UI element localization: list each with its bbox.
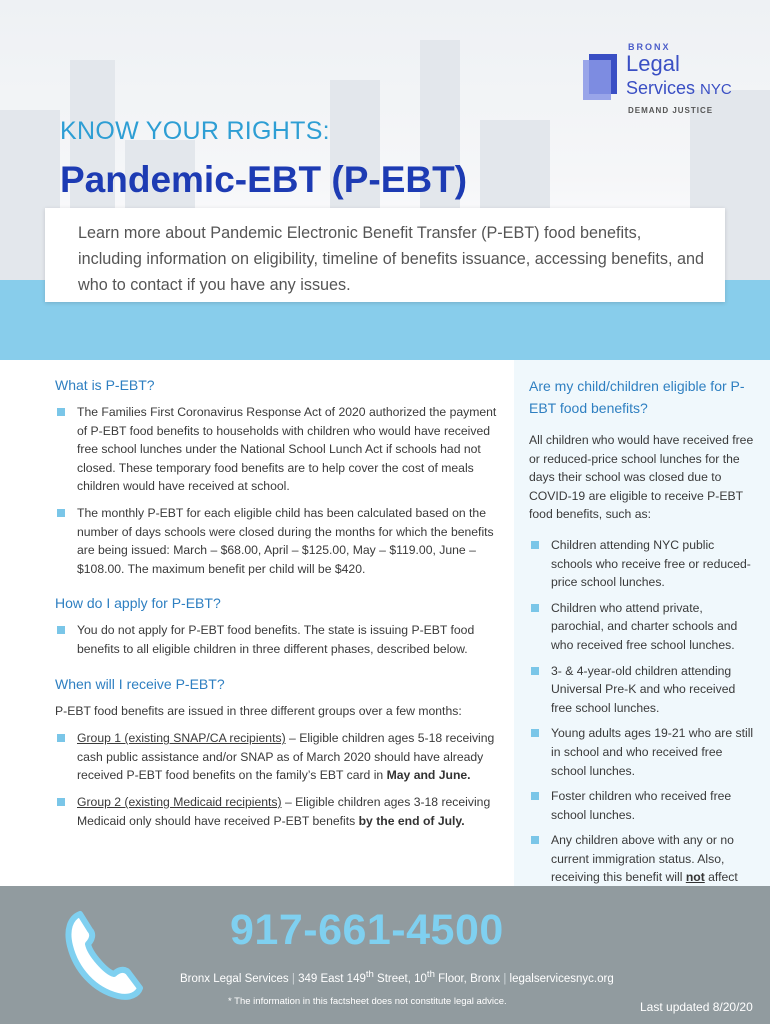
list-item: Children attending NYC public schools who receive free or reduced-price school lunches. — [529, 536, 756, 592]
eligible-intro: All children who would have received free or reduced-price school lunches for the days their school was closed due to COVID-19 are eligible to receive P-EBT food benefits, such as: — [529, 433, 754, 522]
intro-text: Learn more about Pandemic Electronic Benefit Transfer (P-EBT) food benefits, including information on eligibility, timeline of benefits issuance, accessing benefits, and who to contact if you have any issues. — [78, 224, 704, 294]
bullet-square-icon — [531, 541, 539, 549]
page-title: Pandemic-EBT (P-EBT) — [60, 159, 468, 200]
bullet-square-icon — [57, 509, 65, 517]
bullet-square-icon — [57, 408, 65, 416]
list-item: Any children above with any or no current immigration status. Also, receiving this benefit will not affect — [529, 831, 756, 924]
list-item: The monthly P-EBT for each eligible child has been calculated based on the number of days schools were closed during the months for which the benefits are being issued: March – $68.00, April – $125.00, May – $119.00, June – $108.00. The maximum benefit per child will be $420. — [55, 504, 505, 578]
bullet-square-icon — [531, 836, 539, 844]
contact-footer — [0, 886, 770, 1024]
list-item: You do not apply for P-EBT food benefits. The state is issuing P-EBT food benefits to all eligible children in three different phases, described below. — [55, 621, 505, 658]
list-item: Children who attend private, parochial, and charter schools and who received free school lunches. — [529, 599, 756, 655]
logo-legal: Legal — [626, 51, 680, 76]
bullet-square-icon — [57, 798, 65, 806]
logo-tagline: DEMAND JUSTICE — [628, 106, 714, 115]
website-link[interactable]: legalservicesnyc.org — [509, 972, 614, 985]
page-kicker: KNOW YOUR RIGHTS: — [60, 117, 330, 145]
group2-label: Group 2 (existing Medicaid recipients) — [77, 794, 282, 809]
list-item: Group 1 (existing SNAP/CA recipients) – Eligible children ages 5-18 receiving cash public assistance and/or SNAP as of March 2020 should have already received P-EBT food benefits on the family’s EBT card in May and June. — [55, 729, 505, 785]
what-heading: What is P-EBT? — [55, 377, 155, 393]
eligibility-sidebar — [514, 360, 770, 886]
list-item: 3- & 4-year-old children attending Universal Pre-K and who received free school lunches. — [529, 662, 756, 718]
apply-heading: How do I apply for P-EBT? — [55, 595, 221, 612]
intro-card — [45, 208, 725, 302]
bullet-square-icon — [57, 734, 65, 742]
address-line: Bronx Legal Services | 349 East 149th Street, 10th Floor, Bronx | legalservicesnyc.org — [180, 969, 614, 985]
phone-icon — [56, 902, 156, 1002]
left-column — [55, 377, 505, 838]
group1-label: Group 1 (existing SNAP/CA recipients) — [77, 731, 286, 746]
eligible-heading: Are my child/children eligible for P-EBT food benefits? — [529, 378, 745, 416]
when-intro: P-EBT food benefits are issued in three different groups over a few months: — [55, 703, 462, 718]
phone-number[interactable]: 917-661-4500 — [230, 906, 504, 954]
bullet-square-icon — [531, 729, 539, 737]
list-item: Foster children who received free school lunches. — [529, 787, 756, 824]
bullet-square-icon — [531, 792, 539, 800]
when-heading: When will I receive P-EBT? — [55, 675, 225, 692]
list-item: The Families First Coronavirus Response Act of 2020 authorized the payment of P-EBT food benefits to households with children who would have received free school lunches under the National School Lunch Act if schools had not closed. These temporary food benefits are to help cover the cost of meals children would have received at school. — [55, 403, 505, 496]
last-updated: Last updated 8/20/20 — [640, 1000, 753, 1014]
organization-logo — [583, 38, 753, 120]
bullet-square-icon — [531, 604, 539, 612]
logo-services: Services NYC — [626, 78, 732, 98]
bullet-square-icon — [57, 626, 65, 634]
logo-mark-icon — [583, 54, 619, 100]
logo-bronx: BRONX — [628, 42, 671, 52]
bullet-square-icon — [531, 667, 539, 675]
list-item: Young adults ages 19-21 who are still in school and who received free school lunches. — [529, 724, 756, 780]
list-item: Group 2 (existing Medicaid recipients) – Eligible children ages 3-18 receiving Medicaid only should have received P-EBT benefits by the end of July. — [55, 793, 505, 830]
disclaimer: * The information in this factsheet does not constitute legal advice. — [228, 996, 507, 1007]
